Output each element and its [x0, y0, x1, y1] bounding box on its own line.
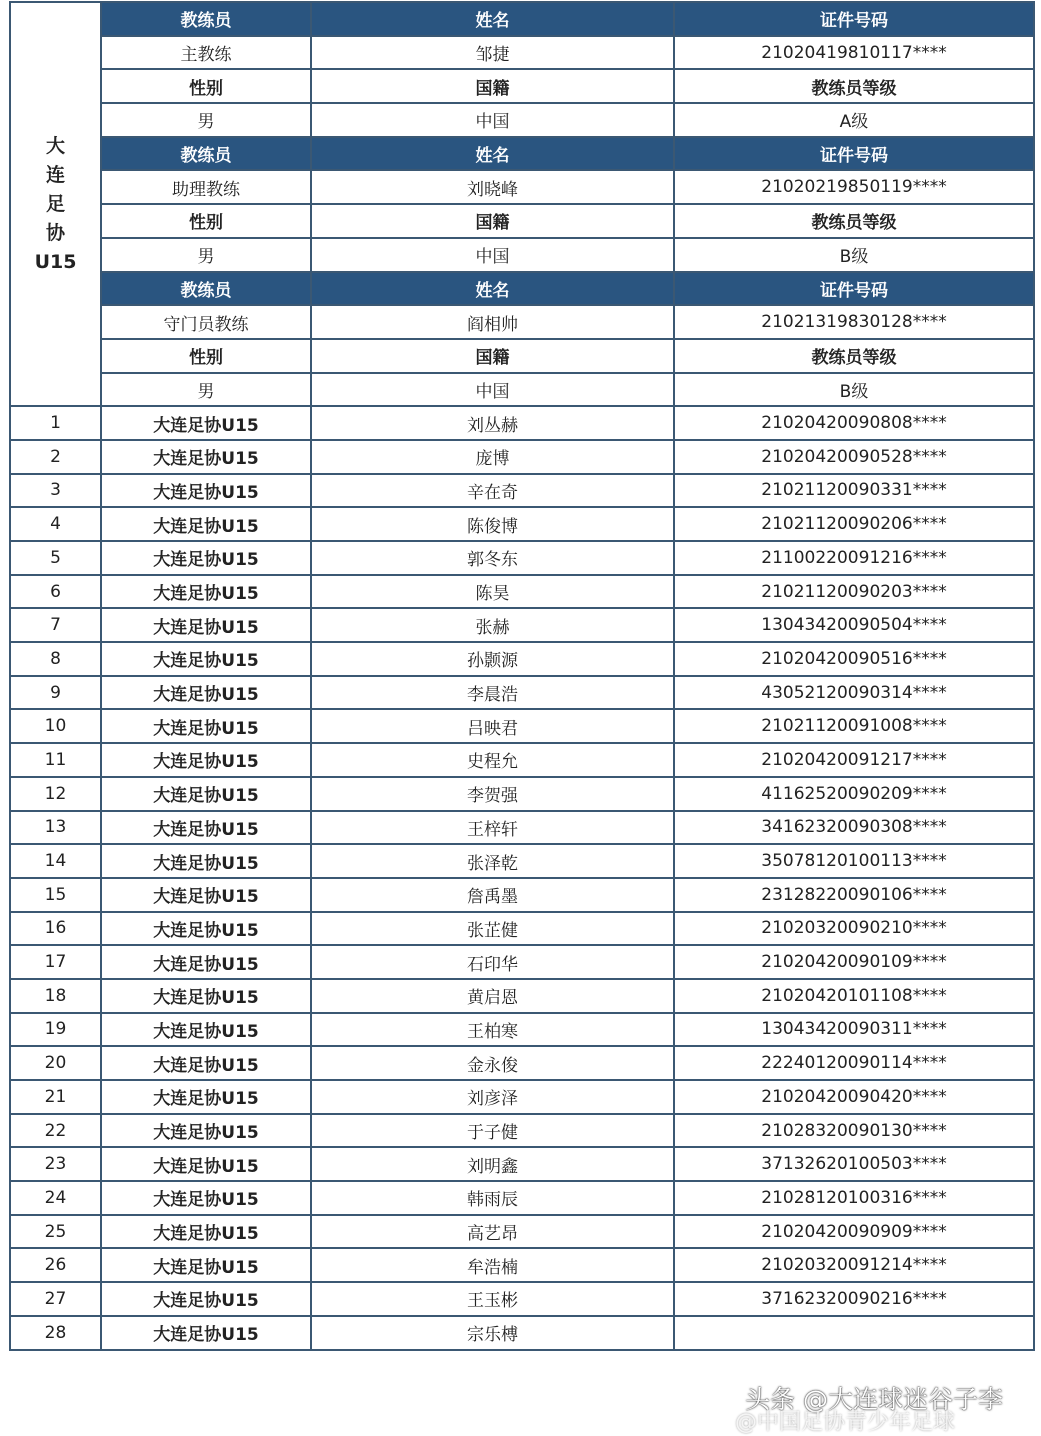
player-team: 大连足协U15: [101, 912, 311, 946]
player-name: 陈俊博: [311, 507, 674, 541]
player-id: 21020420091217****: [674, 743, 1034, 777]
player-team: 大连足协U15: [101, 507, 311, 541]
player-id: 22240120090114****: [674, 1046, 1034, 1080]
header-gender: 性别: [101, 204, 311, 238]
player-name: 张泽乾: [311, 844, 674, 878]
player-name: 金永俊: [311, 1046, 674, 1080]
player-id: 21028320090130****: [674, 1114, 1034, 1148]
player-name: 孙颢源: [311, 642, 674, 676]
staff-row: [10, 305, 1034, 339]
player-team: 大连足协U15: [101, 1147, 311, 1181]
staff-role: 助理教练: [101, 170, 311, 204]
player-row: [10, 811, 1034, 845]
player-number: 4: [10, 507, 101, 541]
player-row: [10, 474, 1034, 508]
player-team: 大连足协U15: [101, 777, 311, 811]
player-team: 大连足协U15: [101, 1114, 311, 1148]
watermark-toutiao: 头条 @大连球迷谷子李: [745, 1385, 1003, 1414]
player-row: [10, 1046, 1034, 1080]
player-row: [10, 1013, 1034, 1047]
player-number: 18: [10, 979, 101, 1013]
player-name: 李晨浩: [311, 676, 674, 710]
player-id: 21100220091216****: [674, 541, 1034, 575]
header-role: 教练员: [101, 2, 311, 36]
player-number: 6: [10, 575, 101, 609]
player-id: 21020420101108****: [674, 979, 1034, 1013]
player-id: 21021120090331****: [674, 474, 1034, 508]
player-number: 9: [10, 676, 101, 710]
player-row: [10, 541, 1034, 575]
player-team: 大连足协U15: [101, 1248, 311, 1282]
player-name: 黄启恩: [311, 979, 674, 1013]
player-id: 21020320090210****: [674, 912, 1034, 946]
player-row: [10, 777, 1034, 811]
player-number: 13: [10, 811, 101, 845]
player-team: 大连足协U15: [101, 878, 311, 912]
staff-role: 主教练: [101, 36, 311, 70]
staff-gender: 男: [101, 238, 311, 272]
player-row: [10, 979, 1034, 1013]
player-row: [10, 709, 1034, 743]
staff-detail-row: [10, 373, 1034, 407]
player-number: 20: [10, 1046, 101, 1080]
player-team: 大连足协U15: [101, 709, 311, 743]
player-name: 陈昊: [311, 575, 674, 609]
player-number: 23: [10, 1147, 101, 1181]
player-team: 大连足协U15: [101, 945, 311, 979]
player-row: [10, 608, 1034, 642]
player-team: 大连足协U15: [101, 979, 311, 1013]
player-number: 16: [10, 912, 101, 946]
player-number: 21: [10, 1080, 101, 1114]
player-team: 大连足协U15: [101, 541, 311, 575]
staff-id: 21020219850119****: [674, 170, 1034, 204]
player-team: 大连足协U15: [101, 676, 311, 710]
player-id: 21020420090808****: [674, 406, 1034, 440]
staff-row: [10, 36, 1034, 70]
staff-row: [10, 170, 1034, 204]
player-name: 吕映君: [311, 709, 674, 743]
staff-level: B级: [674, 238, 1034, 272]
team-label-char: 连: [45, 163, 65, 186]
header-id: 证件号码: [674, 2, 1034, 36]
player-number: 7: [10, 608, 101, 642]
header-id: 证件号码: [674, 137, 1034, 171]
player-id: 37132620100503****: [674, 1147, 1034, 1181]
player-id: 13043420090504****: [674, 608, 1034, 642]
player-id: 21021120090206****: [674, 507, 1034, 541]
player-name: 刘彦泽: [311, 1080, 674, 1114]
player-team: 大连足协U15: [101, 844, 311, 878]
player-number: 27: [10, 1282, 101, 1316]
player-number: 10: [10, 709, 101, 743]
player-row: [10, 1248, 1034, 1282]
staff-role: 守门员教练: [101, 305, 311, 339]
header-nationality: 国籍: [311, 204, 674, 238]
player-row: [10, 507, 1034, 541]
player-id: 23128220090106****: [674, 878, 1034, 912]
player-team: 大连足协U15: [101, 1046, 311, 1080]
team-label-char: U15: [34, 250, 77, 273]
staff-name: 邹捷: [311, 36, 674, 70]
player-number: 24: [10, 1181, 101, 1215]
staff-header-row: [10, 2, 1034, 36]
player-name: 庞博: [311, 440, 674, 474]
staff-level: B级: [674, 373, 1034, 407]
player-name: 张赫: [311, 608, 674, 642]
player-name: 李贺强: [311, 777, 674, 811]
player-row: [10, 945, 1034, 979]
header-gender: 性别: [101, 339, 311, 373]
player-team: 大连足协U15: [101, 406, 311, 440]
team-label-char: 大: [45, 134, 65, 157]
player-row: [10, 1282, 1034, 1316]
player-name: 刘丛赫: [311, 406, 674, 440]
player-id: [674, 1316, 1034, 1350]
player-number: 15: [10, 878, 101, 912]
player-row: [10, 676, 1034, 710]
player-id: 34162320090308****: [674, 811, 1034, 845]
player-id: 21021120091008****: [674, 709, 1034, 743]
player-name: 高艺昂: [311, 1215, 674, 1249]
player-team: 大连足协U15: [101, 642, 311, 676]
player-id: 21021120090203****: [674, 575, 1034, 609]
player-team: 大连足协U15: [101, 1316, 311, 1350]
player-team: 大连足协U15: [101, 440, 311, 474]
player-team: 大连足协U15: [101, 743, 311, 777]
player-number: 14: [10, 844, 101, 878]
player-row: [10, 743, 1034, 777]
player-name: 王梓轩: [311, 811, 674, 845]
player-row: [10, 878, 1034, 912]
header-role: 教练员: [101, 137, 311, 171]
roster-table: [9, 1, 1035, 1351]
player-team: 大连足协U15: [101, 474, 311, 508]
staff-subheader-row: [10, 69, 1034, 103]
player-number: 19: [10, 1013, 101, 1047]
header-name: 姓名: [311, 137, 674, 171]
player-name: 辛在奇: [311, 474, 674, 508]
player-team: 大连足协U15: [101, 1282, 311, 1316]
player-number: 25: [10, 1215, 101, 1249]
header-level: 教练员等级: [674, 69, 1034, 103]
watermark-weibo: @中国足协青少年足球: [735, 1410, 956, 1435]
staff-gender: 男: [101, 103, 311, 137]
player-team: 大连足协U15: [101, 1215, 311, 1249]
staff-name: 阎相帅: [311, 305, 674, 339]
player-number: 8: [10, 642, 101, 676]
staff-detail-row: [10, 103, 1034, 137]
header-level: 教练员等级: [674, 204, 1034, 238]
staff-gender: 男: [101, 373, 311, 407]
player-number: 3: [10, 474, 101, 508]
staff-subheader-row: [10, 339, 1034, 373]
player-name: 宗乐榑: [311, 1316, 674, 1350]
player-id: 21020420090109****: [674, 945, 1034, 979]
player-number: 17: [10, 945, 101, 979]
player-id: 13043420090311****: [674, 1013, 1034, 1047]
player-name: 于子健: [311, 1114, 674, 1148]
player-name: 王玉彬: [311, 1282, 674, 1316]
player-row: [10, 406, 1034, 440]
player-name: 詹禹墨: [311, 878, 674, 912]
player-number: 12: [10, 777, 101, 811]
player-id: 41162520090209****: [674, 777, 1034, 811]
player-id: 43052120090314****: [674, 676, 1034, 710]
header-id: 证件号码: [674, 272, 1034, 306]
player-number: 26: [10, 1248, 101, 1282]
header-name: 姓名: [311, 2, 674, 36]
player-row: [10, 642, 1034, 676]
staff-id: 21020419810117****: [674, 36, 1034, 70]
player-id: 37162320090216****: [674, 1282, 1034, 1316]
team-label-char: 协: [45, 221, 65, 244]
player-row: [10, 440, 1034, 474]
player-team: 大连足协U15: [101, 1181, 311, 1215]
player-name: 王柏寒: [311, 1013, 674, 1047]
staff-level: A级: [674, 103, 1034, 137]
player-name: 韩雨辰: [311, 1181, 674, 1215]
player-number: 11: [10, 743, 101, 777]
player-id: 21020420090528****: [674, 440, 1034, 474]
player-row: [10, 844, 1034, 878]
staff-header-row: [10, 272, 1034, 306]
staff-detail-row: [10, 238, 1034, 272]
player-name: 张芷健: [311, 912, 674, 946]
staff-header-row: [10, 137, 1034, 171]
player-name: 牟浩楠: [311, 1248, 674, 1282]
player-team: 大连足协U15: [101, 1013, 311, 1047]
player-id: 21020320091214****: [674, 1248, 1034, 1282]
header-nationality: 国籍: [311, 339, 674, 373]
player-row: [10, 1147, 1034, 1181]
player-row: [10, 1316, 1034, 1350]
player-name: 史程允: [311, 743, 674, 777]
header-gender: 性别: [101, 69, 311, 103]
staff-nationality: 中国: [311, 103, 674, 137]
player-row: [10, 1114, 1034, 1148]
staff-nationality: 中国: [311, 373, 674, 407]
player-row: [10, 575, 1034, 609]
header-nationality: 国籍: [311, 69, 674, 103]
player-name: 郭冬东: [311, 541, 674, 575]
player-number: 2: [10, 440, 101, 474]
player-number: 5: [10, 541, 101, 575]
staff-name: 刘晓峰: [311, 170, 674, 204]
player-row: [10, 912, 1034, 946]
player-team: 大连足协U15: [101, 1080, 311, 1114]
team-label-cell: [10, 2, 101, 406]
player-team: 大连足协U15: [101, 811, 311, 845]
player-row: [10, 1080, 1034, 1114]
staff-subheader-row: [10, 204, 1034, 238]
staff-id: 21021319830128****: [674, 305, 1034, 339]
team-label-char: 足: [45, 192, 65, 215]
player-row: [10, 1181, 1034, 1215]
player-team: 大连足协U15: [101, 608, 311, 642]
player-id: 21020420090516****: [674, 642, 1034, 676]
player-number: 28: [10, 1316, 101, 1350]
player-id: 21028120100316****: [674, 1181, 1034, 1215]
player-id: 21020420090909****: [674, 1215, 1034, 1249]
player-row: [10, 1215, 1034, 1249]
header-name: 姓名: [311, 272, 674, 306]
player-name: 石印华: [311, 945, 674, 979]
player-number: 1: [10, 406, 101, 440]
staff-nationality: 中国: [311, 238, 674, 272]
player-team: 大连足协U15: [101, 575, 311, 609]
header-role: 教练员: [101, 272, 311, 306]
player-name: 刘明鑫: [311, 1147, 674, 1181]
player-id: 21020420090420****: [674, 1080, 1034, 1114]
player-id: 35078120100113****: [674, 844, 1034, 878]
player-number: 22: [10, 1114, 101, 1148]
header-level: 教练员等级: [674, 339, 1034, 373]
